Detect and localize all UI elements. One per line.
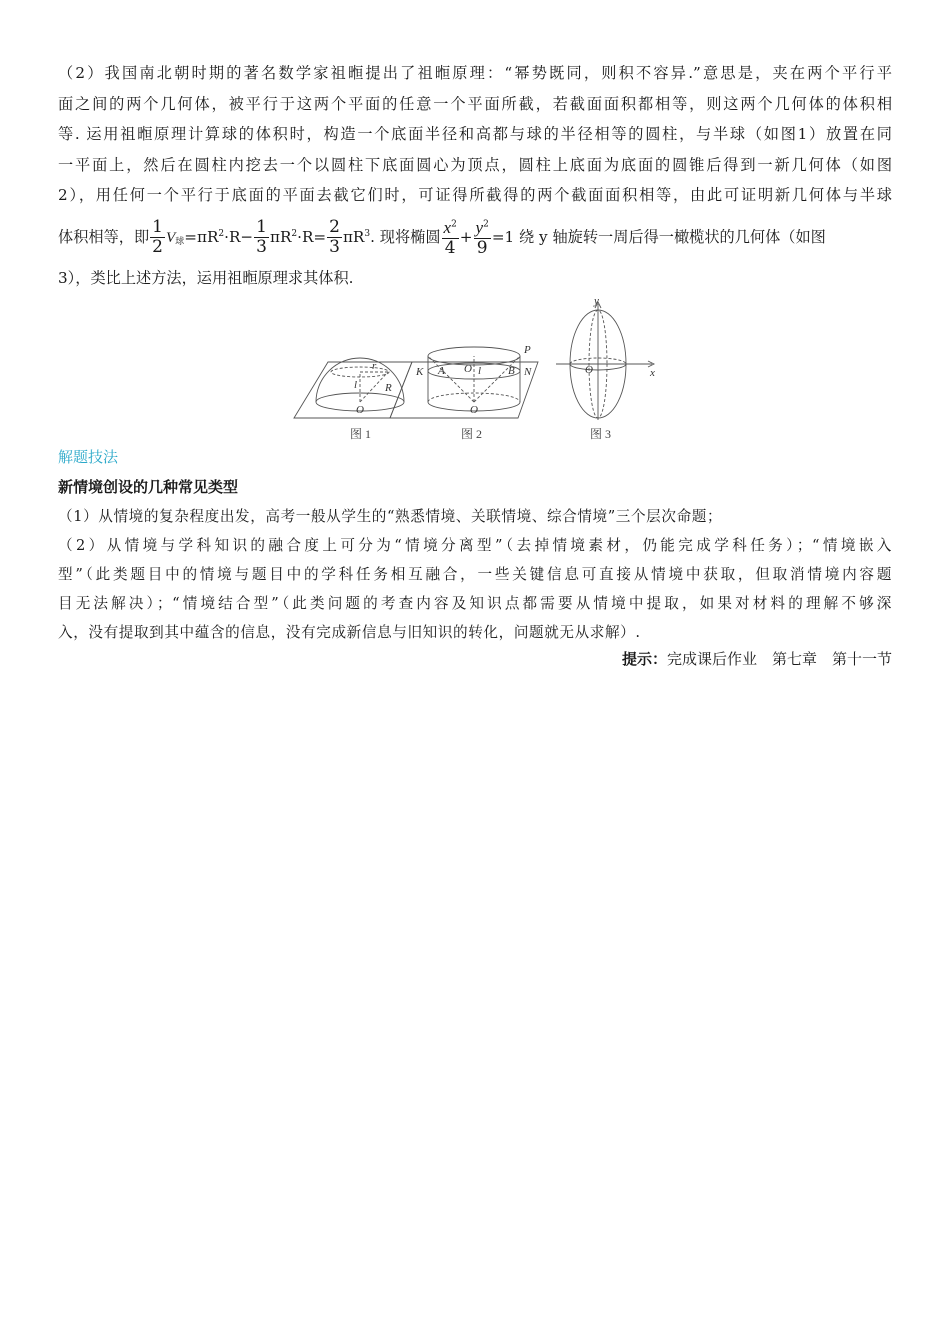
fig2-label-N: N xyxy=(524,366,532,378)
section-title: 解题技法 xyxy=(58,448,119,466)
tips-line-4: 目无法解决）；“情境结合型”（此类问题的考查内容及知识点都需要从情境中提取，如果对材料的理解不够深 xyxy=(58,595,892,612)
problem-line-4: 一平面上，然后在圆柱内挖去一个以圆柱下底面圆心为顶点，圆柱上底面为底面的圆锥后得到一新几何体（如图 xyxy=(58,155,892,174)
fig2-label-K: K xyxy=(416,366,424,378)
volume-subscript: 球 xyxy=(175,236,185,247)
figure-1-plane xyxy=(294,362,412,418)
fig2-label-O: O xyxy=(470,404,478,416)
tips-paragraph xyxy=(58,502,892,647)
formula-term-4: ·R= xyxy=(297,227,327,246)
hint-text: 完成课后作业 第七章 第十一节 xyxy=(666,650,892,668)
formula-tail-text: =1 绕 y 轴旋转一周后得一橄榄状的几何体（如图 xyxy=(491,227,826,246)
problem-line-7: 3），类比上述方法，运用祖暅原理求其体积. xyxy=(58,268,354,287)
tips-line-1: （1）从情境的复杂程度出发，高考一般从学生的“熟悉情境、关联情境、综合情境”三个层次命题； xyxy=(58,508,723,525)
figure-2-cylinder xyxy=(390,347,538,418)
fraction-one-third: $\frac{1}{3}$ xyxy=(256,217,267,257)
fig1-label-O: O xyxy=(356,404,364,416)
fig3-label-y: y xyxy=(594,296,599,307)
problem-paragraph xyxy=(58,58,892,293)
formula-term-1: =πR xyxy=(184,227,219,246)
problem-line-2: 面之间的两个几何体，被平行于这两个平面的任意一个平面所截，若截面面积都相等，则这两个几何体的体积相 xyxy=(58,94,892,113)
formula-prefix: 体积相等，即 xyxy=(58,227,150,246)
volume-symbol: V xyxy=(165,228,176,246)
fig2-label-l: l xyxy=(478,365,482,377)
tips-line-5: 入，没有提取到其中蕴含的信息，没有完成新信息与旧知识的转化，问题就无从求解）. xyxy=(58,624,641,641)
fig3-label-x: x xyxy=(650,367,655,379)
fig1-label-r: r xyxy=(372,360,377,372)
fraction-y-squared-over-9: $\frac{y^2}{9}$ xyxy=(475,217,489,258)
fig1-label-R: R xyxy=(385,382,392,394)
fig2-label-P: P xyxy=(524,344,531,356)
fraction-one-half: $\frac{1}{2}$ xyxy=(152,217,163,257)
formula-line: 体积相等，即 $\frac{1}{2}$ $V_球=\pi R^2\cdot R-$ $\frac{1}{3}$ $\pi R^2\cdot R=$ $\frac{2}{3}$ $\pi R^3$. 现将椭圆 $\frac{x^2}{4}$ + $\frac{y^2}{9}$ =1 绕 y 轴旋转一周后得一橄榄状的几何体（如图 xyxy=(58,217,826,258)
figure-3-caption: 图 3 xyxy=(590,427,612,441)
fraction-x-squared-over-4: $\frac{x^2}{4}$ xyxy=(443,217,457,258)
geometry-figures xyxy=(288,296,668,446)
formula-middle-text: . 现将椭圆 xyxy=(370,227,441,246)
fig3-label-O: O xyxy=(585,364,593,376)
fig2-label-O1: O xyxy=(464,363,472,375)
figure-2-caption: 图 2 xyxy=(461,427,483,441)
formula-term-2: ·R− xyxy=(224,227,254,246)
fig2-label-A: A xyxy=(438,365,445,377)
formula-term-3: πR xyxy=(269,227,292,246)
problem-line-3: 等. 运用祖暅原理计算球的体积时，构造一个底面半径和高都与球的半径相等的圆柱，与半球（如图1）放置在同 xyxy=(58,125,892,143)
tips-line-3: 型”（此类题目中的情境与题目中的学科任务相互融合，一些关键信息可直接从情境中获取，但取消情境内容题 xyxy=(58,566,892,583)
tips-line-2: （2）从情境与学科知识的融合度上可分为“情境分离型”（去掉情境素材，仍能完成学科任务）；“情境嵌入 xyxy=(58,537,892,554)
fig2-label-B: B xyxy=(508,365,515,377)
fraction-two-thirds: $\frac{2}{3}$ xyxy=(329,217,340,257)
sub-title: 新情境创设的几种常见类型 xyxy=(58,478,239,496)
hint-line xyxy=(622,648,892,669)
figure-1-hemisphere xyxy=(294,358,412,418)
figure-1-caption: 图 1 xyxy=(350,427,372,441)
figure-3-ellipsoid xyxy=(556,302,654,420)
problem-line-5: 2），用任何一个平行于底面的平面去截它们时，可证得所截得的两个截面面积相等，由此可证明新几何体与半球 xyxy=(58,186,892,204)
hint-label: 提示： xyxy=(621,650,667,668)
fig1-label-l: l xyxy=(354,379,358,391)
problem-line-1: （2）我国南北朝时期的著名数学家祖暅提出了祖暅原理：“幂势既同，则积不容异.”意思是，夹在两个平行平 xyxy=(58,64,892,82)
